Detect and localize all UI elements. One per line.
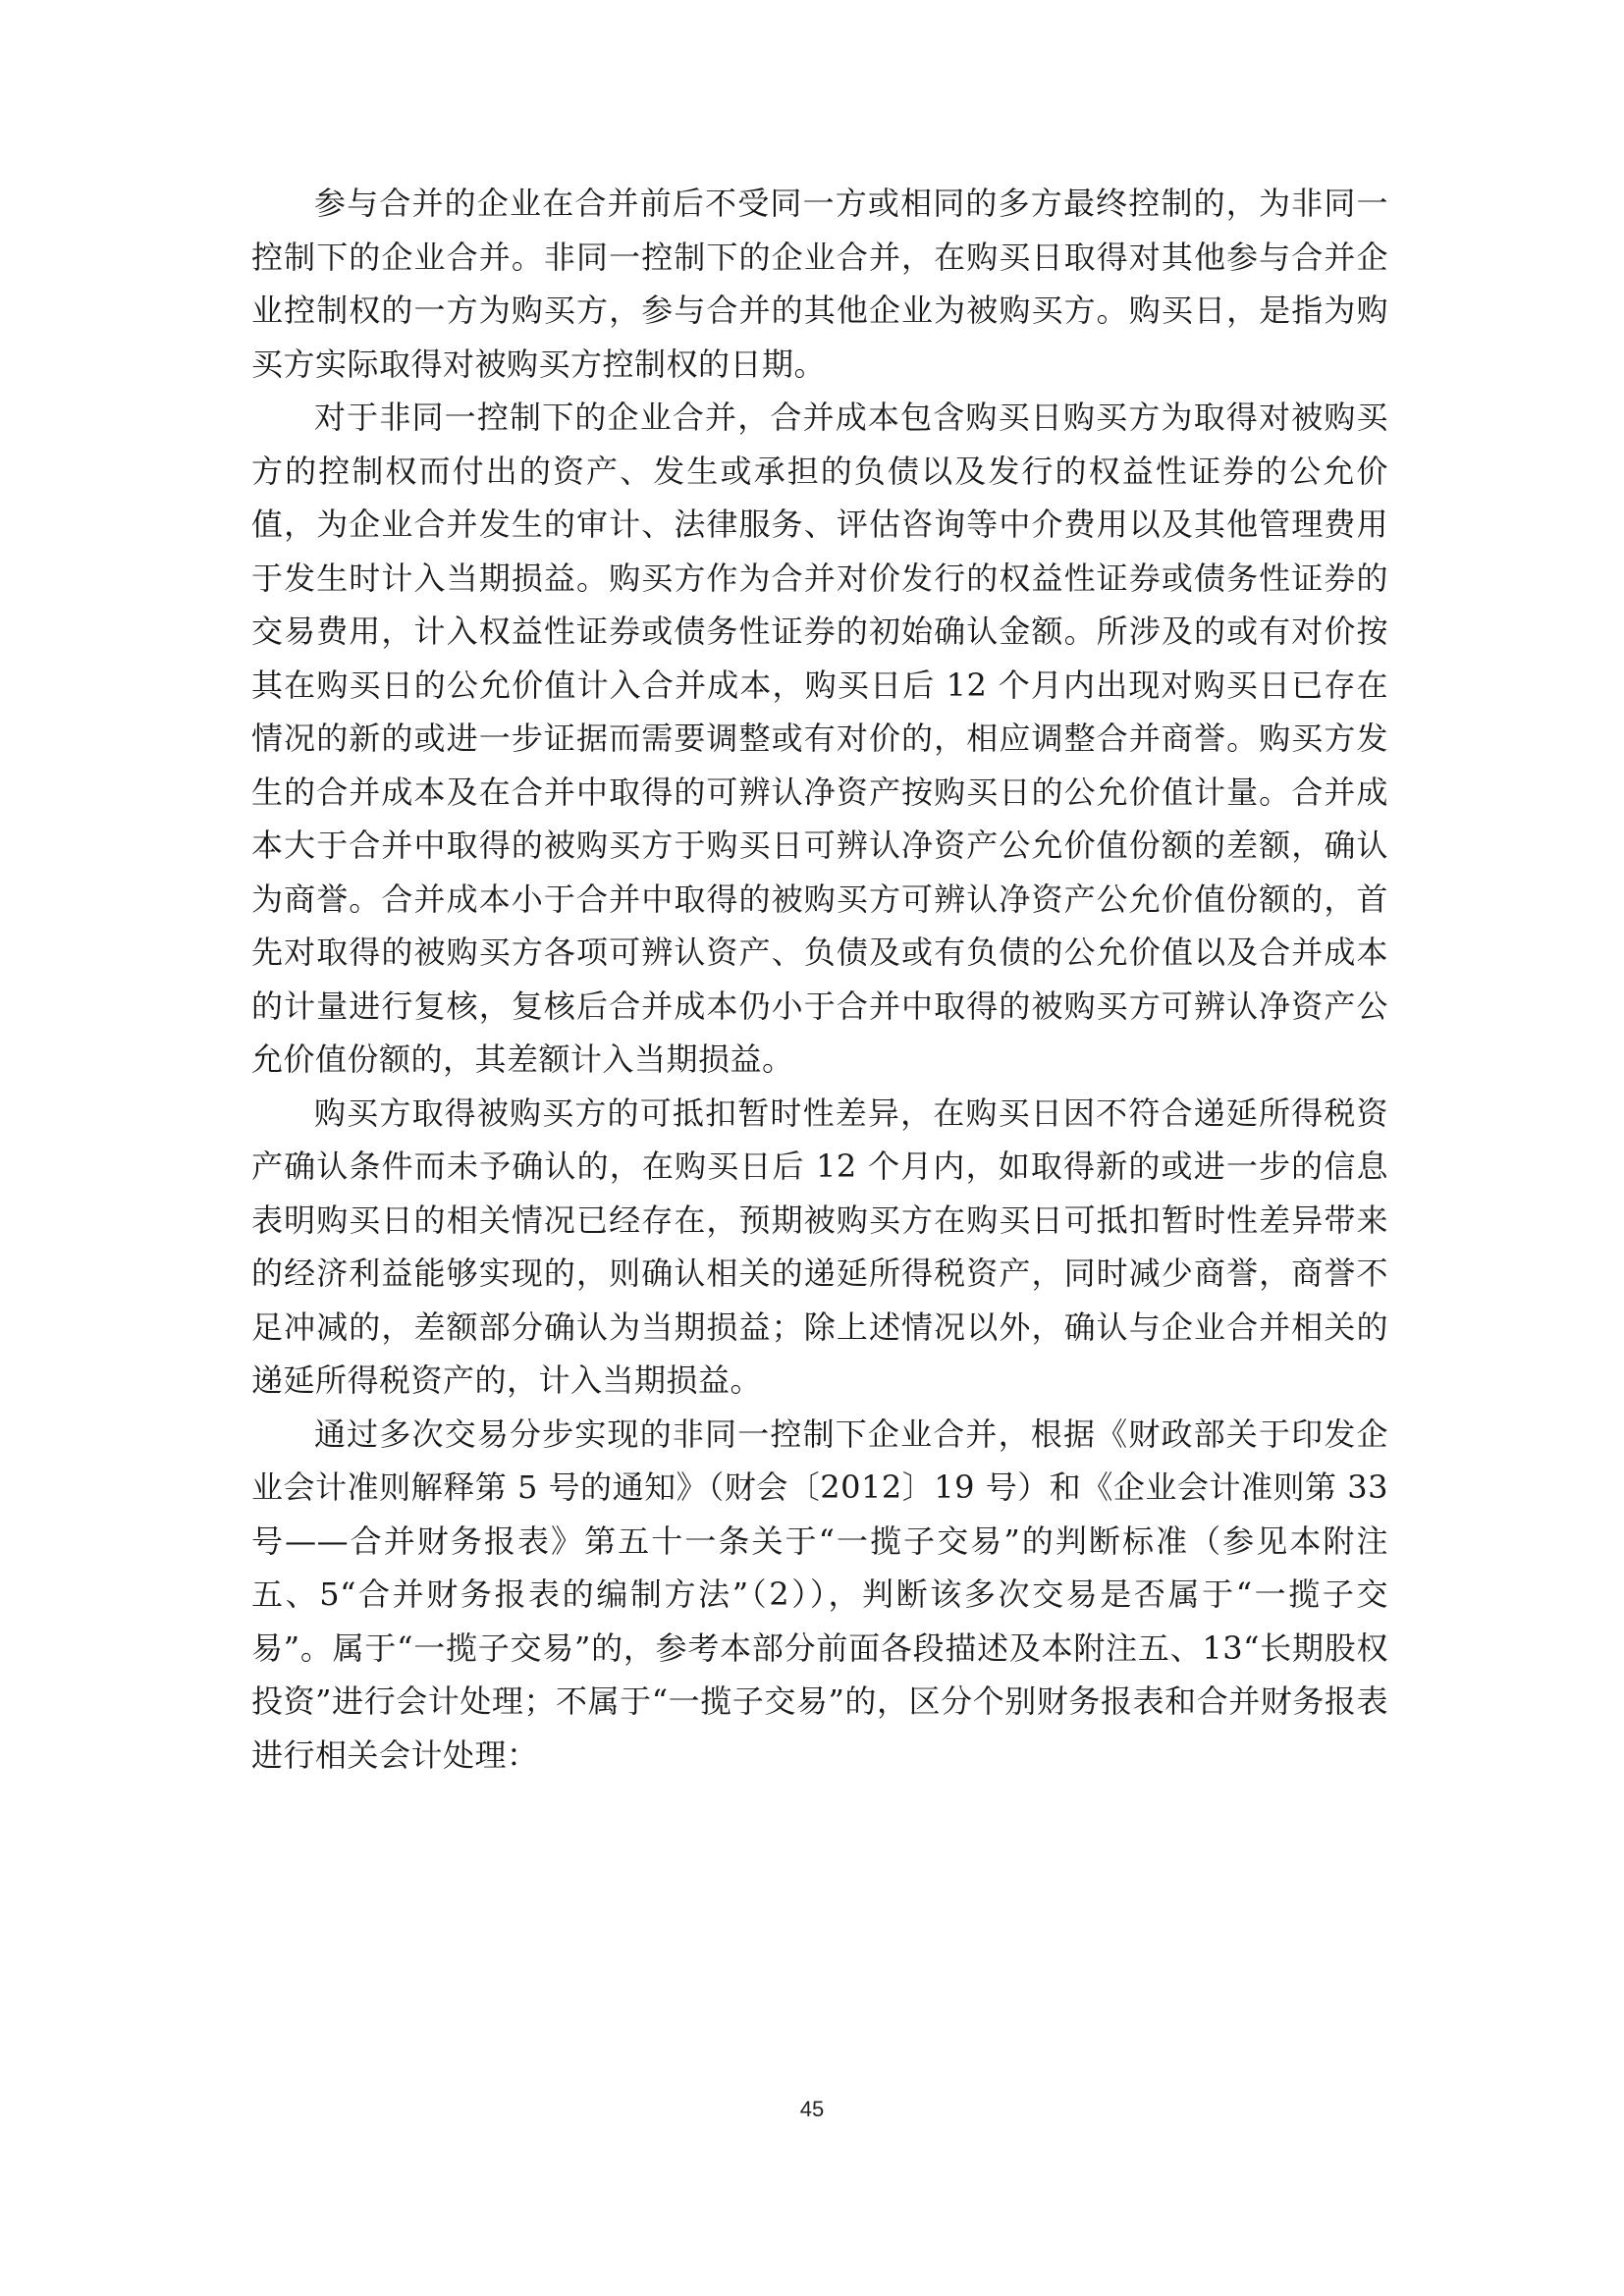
paragraph-deferred-tax: 购买方取得被购买方的可抵扣暂时性差异，在购买日因不符合递延所得税资产确认条件而未予确认的，在购买日后 12 个月内，如取得新的或进一步的信息表明购买日的相关情况已经存在，预期被购买方在购买日可抵扣暂时性差异带来的经济利益能够实现的，则确认相关的递延所得税资产，同时减少商誉，商誉不足冲减的，差额部分确认为当期损益；除上述情况以外，确认与企业合并相关的递延所得税资产的，计入当期损益。 — [251, 1094, 1388, 1399]
page-number: 45 — [799, 2097, 825, 2121]
paragraph-step-acquisition: 通过多次交易分步实现的非同一控制下企业合并，根据《财政部关于印发企业会计准则解释第 5 号的通知》（财会〔2012〕19 号）和《企业会计准则第 33 号——合并财务报表》第五十一条关于“一揽子交易”的判断标准（参见本附注五、5“合并财务报表的编制方法”（2）），判断该多次交易是否属于“一揽子交易”。属于“一揽子交易”的，参考本部分前面各段描述及本附注五、13“长期股权投资”进行会计处理；不属于“一揽子交易”的，区分个别财务报表和合并财务报表进行相关会计处理： — [251, 1415, 1388, 1774]
paragraph-non-common-control-definition: 参与合并的企业在合并前后不受同一方或相同的多方最终控制的，为非同一控制下的企业合并。非同一控制下的企业合并，在购买日取得对其他参与合并企业控制权的一方为购买方，参与合并的其他企业为被购买方。购买日，是指为购买方实际取得对被购买方控制权的日期。 — [251, 185, 1388, 383]
paragraph-combination-cost: 对于非同一控制下的企业合并，合并成本包含购买日购买方为取得对被购买方的控制权而付出的资产、发生或承担的负债以及发行的权益性证券的公允价值，为企业合并发生的审计、法律服务、评估咨询等中介费用以及其他管理费用于发生时计入当期损益。购买方作为合并对价发行的权益性证券或债务性证券的交易费用，计入权益性证券或债务性证券的初始确认金额。所涉及的或有对价按其在购买日的公允价值计入合并成本，购买日后 12 个月内出现对购买日已存在情况的新的或进一步证据而需要调整或有对价的，相应调整合并商誉。购买方发生的合并成本及在合并中取得的可辨认净资产按购买日的公允价值计量。合并成本大于合并中取得的被购买方于购买日可辨认净资产公允价值份额的差额，确认为商誉。合并成本小于合并中取得的被购买方可辨认净资产公允价值份额的，首先对取得的被购买方各项可辨认资产、负债及或有负债的公允价值以及合并成本的计量进行复核，复核后合并成本仍小于合并中取得的被购买方可辨认净资产公允价值份额的，其差额计入当期损益。 — [251, 399, 1388, 1078]
document-body — [251, 177, 1388, 1782]
